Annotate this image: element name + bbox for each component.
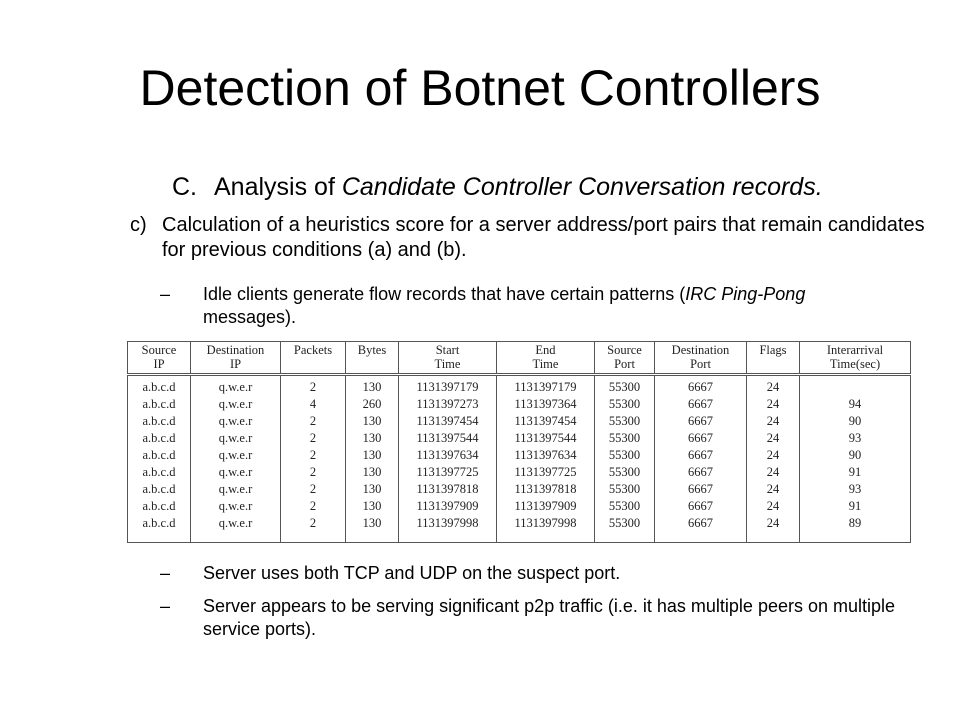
table-row <box>128 375 911 397</box>
table-cell: 6667 <box>655 515 747 543</box>
table-cell: 6667 <box>655 498 747 515</box>
table-cell: 55300 <box>595 498 655 515</box>
bullet-text <box>203 283 903 329</box>
table-cell: 130 <box>346 481 399 498</box>
table-cell: 130 <box>346 447 399 464</box>
table-cell: 1131397454 <box>497 413 595 430</box>
table-cell: 2 <box>281 375 346 397</box>
table-cell: 1131397818 <box>399 481 497 498</box>
table-header-text: Source <box>607 343 642 357</box>
table-cell: q.w.e.r <box>191 481 281 498</box>
bullet-marker: – <box>160 284 171 304</box>
table-cell: 55300 <box>595 481 655 498</box>
table-cell: 93 <box>800 430 911 447</box>
table-cell: a.b.c.d <box>128 396 191 413</box>
table-cell: 6667 <box>655 447 747 464</box>
table-cell: 1131397364 <box>497 396 595 413</box>
table-cell: 1131397725 <box>399 464 497 481</box>
table-cell: q.w.e.r <box>191 375 281 397</box>
table-cell: q.w.e.r <box>191 447 281 464</box>
table-header-cell <box>346 342 399 375</box>
table-cell: 6667 <box>655 413 747 430</box>
table-cell: 24 <box>747 375 800 397</box>
table-cell: 130 <box>346 498 399 515</box>
table-header-text: Source <box>141 343 177 357</box>
table-cell: 24 <box>747 447 800 464</box>
table-header-text: Time(sec) <box>829 357 881 371</box>
table-row <box>128 447 911 464</box>
table-cell: a.b.c.d <box>128 464 191 481</box>
table-header-text: Bytes <box>357 343 387 357</box>
table-cell: 6667 <box>655 430 747 447</box>
table-cell: 1131397179 <box>399 375 497 397</box>
table-cell: q.w.e.r <box>191 515 281 543</box>
table-header-text: Start <box>435 343 460 357</box>
bullet-marker: – <box>160 596 171 616</box>
bullet-text: Server appears to be serving significant p2p traffic (i.e. it has multiple peers on multiple service ports). <box>203 596 896 639</box>
table-cell: 130 <box>346 430 399 447</box>
table-cell: 130 <box>346 515 399 543</box>
table-cell: 24 <box>747 481 800 498</box>
table-cell: q.w.e.r <box>191 498 281 515</box>
table-cell: 6667 <box>655 396 747 413</box>
table-header-text: Destination <box>206 343 265 357</box>
table-cell: 1131397909 <box>497 498 595 515</box>
table-cell: q.w.e.r <box>191 464 281 481</box>
table-cell: 55300 <box>595 430 655 447</box>
table-header-cell <box>595 342 655 375</box>
table-header-text: Interarrival <box>826 343 884 357</box>
table-row <box>128 481 911 498</box>
table-cell: 55300 <box>595 464 655 481</box>
table-cell: 90 <box>800 413 911 430</box>
table-header-text: IP <box>229 357 242 371</box>
table-header-text: Destination <box>671 343 730 357</box>
table-cell: a.b.c.d <box>128 481 191 498</box>
section-text-italic: Candidate Controller Conversation records. <box>341 173 823 201</box>
table-header-text: End <box>535 343 556 357</box>
flow-records-table-figure <box>127 341 910 537</box>
table-cell: 1131397544 <box>399 430 497 447</box>
slide-title: Detection of Botnet Controllers <box>139 60 821 116</box>
table-cell: 1131397998 <box>399 515 497 543</box>
table-cell: 4 <box>281 396 346 413</box>
table-header-cell <box>655 342 747 375</box>
table-header-cell <box>399 342 497 375</box>
table-cell: a.b.c.d <box>128 498 191 515</box>
table-cell: 93 <box>800 481 911 498</box>
bullet-marker: – <box>160 563 171 583</box>
table-header-cell <box>497 342 595 375</box>
flow-records-table <box>127 341 911 543</box>
table-row <box>128 430 911 447</box>
table-cell: 130 <box>346 413 399 430</box>
table-cell: 91 <box>800 498 911 515</box>
table-row <box>128 515 911 543</box>
table-cell: 2 <box>281 498 346 515</box>
table-header-row <box>128 342 911 375</box>
table-header-text: Time <box>532 357 559 371</box>
subsection-text: Calculation of a heuristics score for a server address/port pairs that remain candidates for previous conditions (a) and (b). <box>162 214 925 261</box>
table-cell: 91 <box>800 464 911 481</box>
table-row <box>128 498 911 515</box>
table-row <box>128 464 911 481</box>
table-header-text: Port <box>614 357 635 371</box>
table-header-text: Time <box>434 357 461 371</box>
table-cell: 24 <box>747 515 800 543</box>
subsection-marker: c) <box>130 214 147 236</box>
table-cell: 1131397634 <box>497 447 595 464</box>
table-cell: 130 <box>346 464 399 481</box>
table-cell: 2 <box>281 464 346 481</box>
table-row <box>128 413 911 430</box>
bullet-text-italic: IRC Ping-Pong <box>685 284 806 304</box>
table-header-cell <box>747 342 800 375</box>
table-cell: 94 <box>800 396 911 413</box>
table-cell: 1131397998 <box>497 515 595 543</box>
table-header-cell <box>281 342 346 375</box>
table-header-text: Flags <box>759 343 787 357</box>
table-row <box>128 396 911 413</box>
table-cell: a.b.c.d <box>128 375 191 397</box>
table-cell: 6667 <box>655 375 747 397</box>
table-cell: 1131397544 <box>497 430 595 447</box>
table-header-text: Port <box>690 357 711 371</box>
table-cell: a.b.c.d <box>128 430 191 447</box>
table-cell: 1131397179 <box>497 375 595 397</box>
table-cell: 2 <box>281 481 346 498</box>
table-cell: 6667 <box>655 481 747 498</box>
table-cell: 130 <box>346 375 399 397</box>
table-cell: q.w.e.r <box>191 430 281 447</box>
table-header-cell <box>128 342 191 375</box>
table-cell: 2 <box>281 515 346 543</box>
table-cell: a.b.c.d <box>128 515 191 543</box>
table-header-text: IP <box>153 357 165 371</box>
table-cell: q.w.e.r <box>191 413 281 430</box>
table-cell: 1131397454 <box>399 413 497 430</box>
table-cell: 1131397725 <box>497 464 595 481</box>
table-cell: 55300 <box>595 396 655 413</box>
table-cell: 24 <box>747 498 800 515</box>
table-header-cell <box>800 342 911 375</box>
table-cell: 2 <box>281 413 346 430</box>
table-cell <box>800 375 911 397</box>
table-cell: 24 <box>747 430 800 447</box>
table-cell: 1131397634 <box>399 447 497 464</box>
section-marker: C. <box>172 173 197 201</box>
table-cell: 24 <box>747 464 800 481</box>
table-cell: 55300 <box>595 447 655 464</box>
table-header-text: Packets <box>293 343 333 357</box>
table-cell: 89 <box>800 515 911 543</box>
bullet-text-before: Idle clients generate flow records that have certain patterns ( <box>203 284 686 304</box>
table-body <box>128 375 911 543</box>
table-cell: 1131397818 <box>497 481 595 498</box>
table-cell: q.w.e.r <box>191 396 281 413</box>
table-cell: 55300 <box>595 515 655 543</box>
table-cell: 1131397273 <box>399 396 497 413</box>
bullet-text: Server uses both TCP and UDP on the suspect port. <box>203 563 621 583</box>
section-text <box>214 172 823 202</box>
table-cell: 90 <box>800 447 911 464</box>
table-cell: 2 <box>281 447 346 464</box>
table-header-cell <box>191 342 281 375</box>
table-cell: a.b.c.d <box>128 447 191 464</box>
table-cell: 2 <box>281 430 346 447</box>
table-cell: 55300 <box>595 413 655 430</box>
section-text-plain: Analysis of <box>214 173 342 201</box>
table-cell: 24 <box>747 413 800 430</box>
table-cell: 1131397909 <box>399 498 497 515</box>
bullet-text-after: messages). <box>203 307 297 327</box>
table-cell: 6667 <box>655 464 747 481</box>
table-cell: 24 <box>747 396 800 413</box>
table-cell: 55300 <box>595 375 655 397</box>
table-cell: 260 <box>346 396 399 413</box>
table-cell: a.b.c.d <box>128 413 191 430</box>
